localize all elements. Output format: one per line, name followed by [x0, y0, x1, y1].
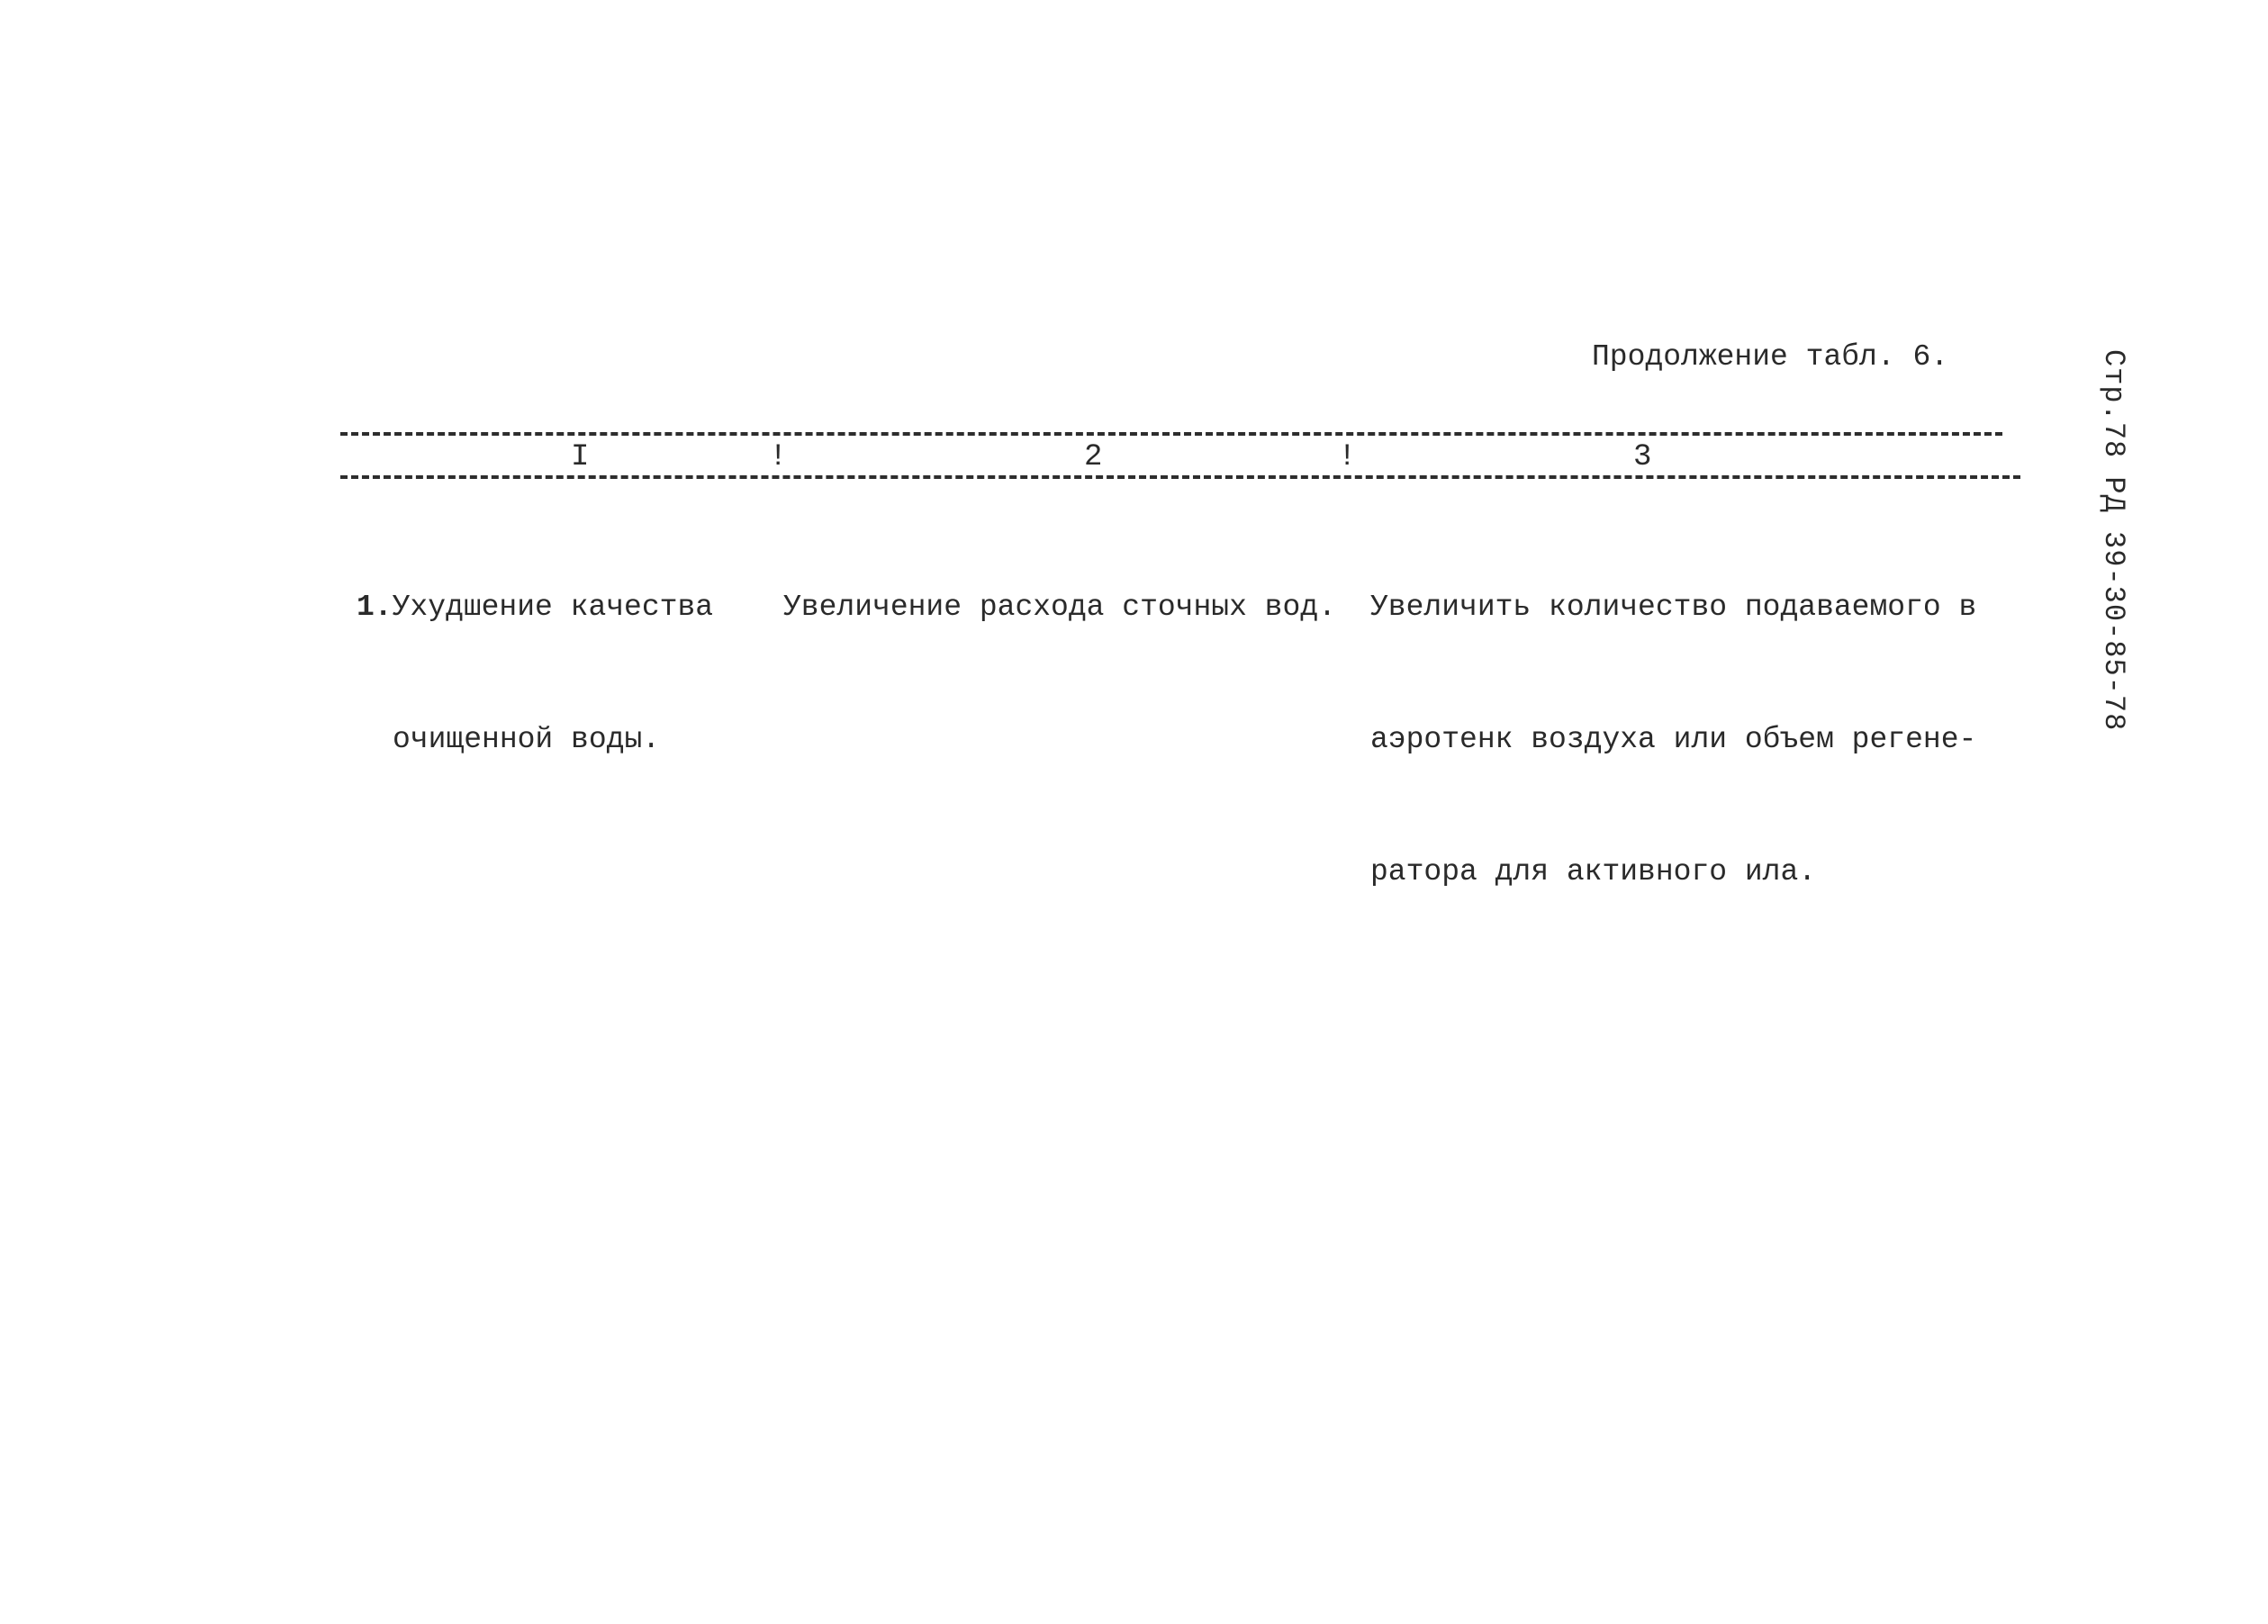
problem-line-2: очищенной воды. [393, 723, 661, 756]
table-cell-remedy [1370, 497, 1976, 982]
problem-line-1 [357, 585, 713, 629]
table-header-rule [340, 475, 2020, 479]
table-continuation-caption: Продолжение табл. 6. [1592, 340, 1949, 374]
problem-text-1: Ухудшение качества [392, 591, 714, 624]
table-top-rule [340, 432, 2002, 436]
column-header-1: I [567, 441, 592, 474]
table-cell-problem [357, 497, 713, 850]
column-separator-1: ! [769, 440, 788, 474]
column-separator-2: ! [1338, 440, 1357, 474]
remedy-line-3: ратора для активного ила. [1370, 855, 1817, 889]
row-number: 1. [357, 591, 393, 624]
page-side-label: Стр.78 РД 39-30-85-78 [2097, 349, 2130, 732]
remedy-line-1: Увеличить количество подаваемого в [1370, 591, 1977, 624]
column-header-2: 2 [1080, 441, 1106, 474]
column-header-3: 3 [1630, 441, 1655, 474]
remedy-line-2: аэротенк воздуха или объем регене- [1370, 723, 1977, 756]
cause-line-1: Увеличение расхода сточных вод. [783, 591, 1336, 624]
table-cell-cause [783, 497, 1336, 717]
